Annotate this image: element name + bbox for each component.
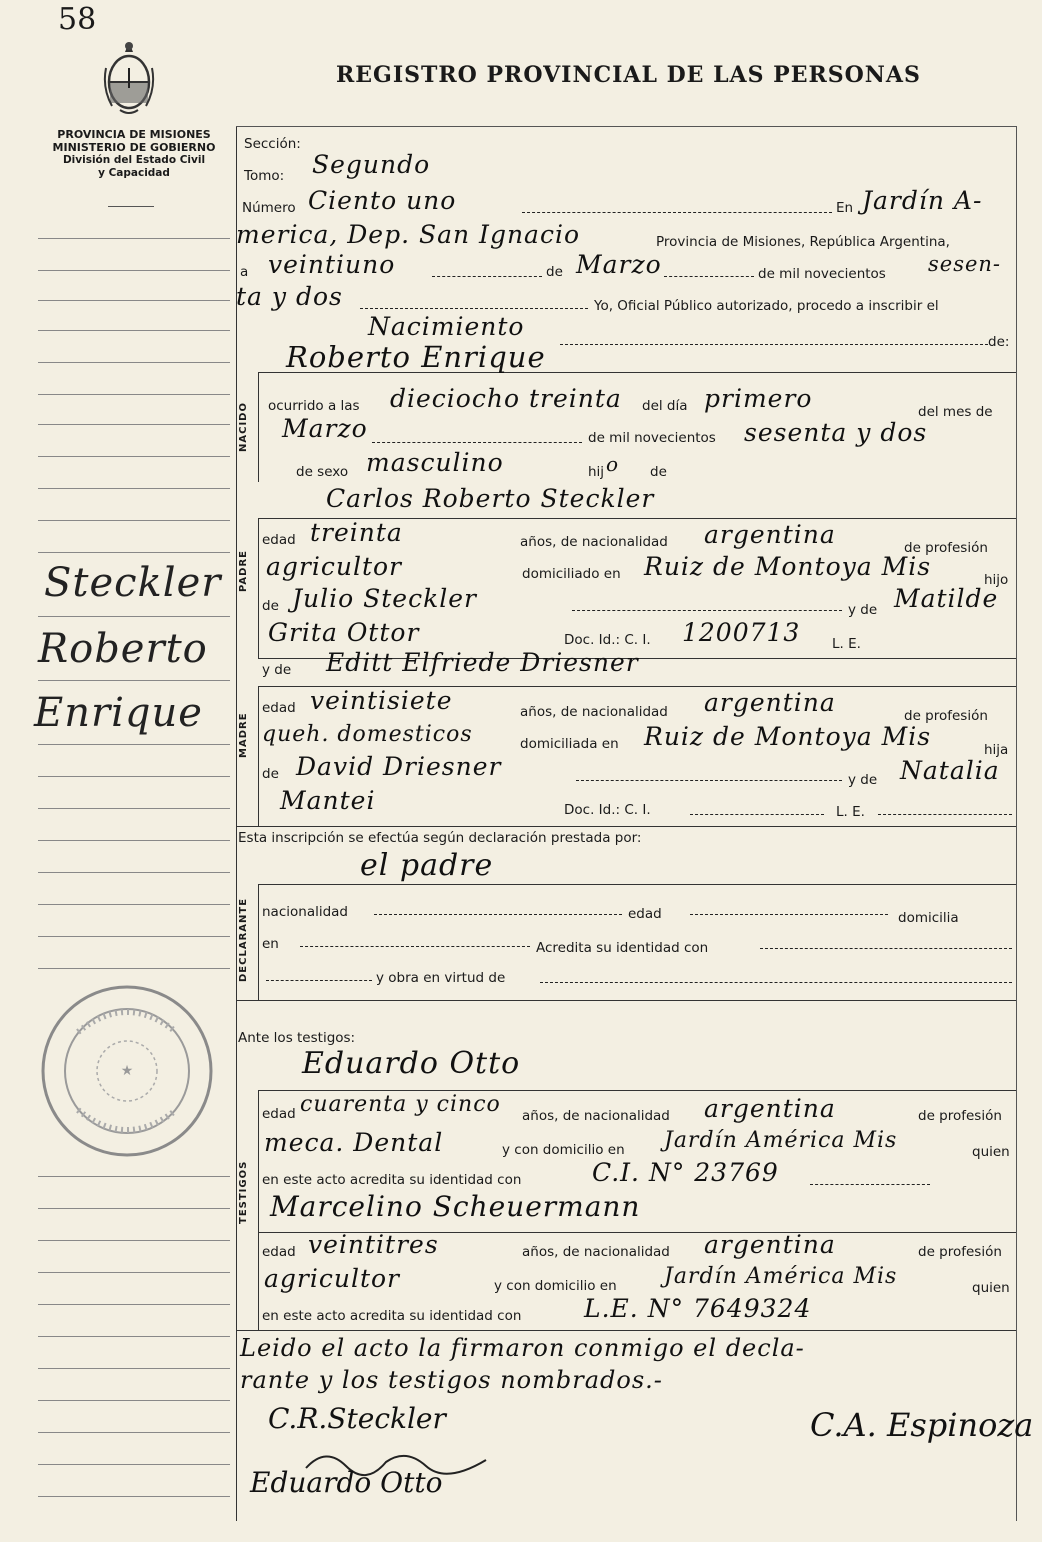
t1-dom-value: Jardín América Mis [664,1128,898,1153]
t2-nac-value: argentina [704,1230,836,1259]
testigos-label: Ante los testigos: [238,1030,356,1046]
page-number: 58 [58,2,97,37]
padre-nombre-value: Carlos Roberto Steckler [326,484,655,513]
section-bar [258,1090,259,1330]
mes-value: Marzo [576,250,662,279]
abuela-materna-cont: Mantei [280,786,376,815]
t1-prof-label: de profesión [918,1108,1002,1124]
madre-edad-value: veintisiete [310,686,453,715]
t2-id-value: L.E. N° 7649324 [584,1294,812,1323]
hij-suffix: o [606,452,620,476]
de-label-2: de [650,464,667,480]
issuing-agency [34,128,234,180]
padre-doc-label: Doc. Id.: C. I. [564,632,651,648]
declarante-domicilia-label: domicilia [898,910,959,926]
signature-testigo: Eduardo Otto [250,1466,443,1499]
padre-ci-value: 1200713 [682,618,801,647]
section-nacido-label: NACIDO [238,402,249,452]
madre-nac-value: argentina [704,688,836,717]
y-de-madre-label: y de [262,662,292,678]
hijo-label: hijo [984,572,1009,588]
fill-line [690,814,824,815]
testigo2-nombre-value: Marcelino Scheuermann [270,1190,641,1223]
fill-line [572,610,842,611]
lugar-value: Jardín A- [862,186,983,215]
madre-nac-label: años, de nacionalidad [520,704,668,720]
oficial-label: Yo, Oficial Público autorizado, procedo a inscribir el [594,298,939,314]
padre-prof-label: de profesión [904,540,988,556]
t1-edad-value: cuarenta y cinco [300,1092,501,1117]
cierre-line-1: Leido el acto la firmaron conmigo el decla- [240,1334,805,1362]
svg-text:★: ★ [120,1063,134,1079]
section-declarante-label: DECLARANTE [238,897,249,982]
abuela-paterna-cont: Grita Ottor [268,618,420,647]
fill-line [664,276,754,277]
fill-line [560,344,988,345]
madre-le-label: L. E. [836,804,865,820]
t1-dom-label: y con domicilio en [502,1142,625,1158]
margin-first-name: Roberto [38,626,208,672]
dia-value: veintiuno [268,250,396,279]
padre-edad-value: treinta [310,518,403,547]
padre-prof-value: agricultor [266,552,403,581]
fill-line [690,914,888,915]
madre-doc-label: Doc. Id.: C. I. [564,802,651,818]
anio-value-cont: ta y dos [236,282,343,311]
fill-line [360,308,588,309]
madre-prof-label: de profesión [904,708,988,724]
t2-dom-label: y con domicilio en [494,1278,617,1294]
madre-dom-value: Ruiz de Montoya Mis [644,722,932,751]
abuelo-paterno-value: Julio Steckler [292,584,477,613]
fill-line [576,780,842,781]
t2-nac-label: años, de nacionalidad [522,1244,670,1260]
de-label-3: de [262,598,279,614]
de-mil-nov-label: de mil novecientos [588,430,716,446]
t1-prof-value: meca. Dental [264,1128,444,1157]
division-name-cont: y Capacidad [98,167,170,179]
acredita-label: Acredita su identidad con [536,940,709,956]
margin-middle-name: Enrique [34,690,203,736]
de-mil-label: de mil novecientos [758,266,886,282]
t1-nac-label: años, de nacionalidad [522,1108,670,1124]
section-testigos-label: TESTIGOS [238,1160,249,1224]
sexo-value: masculino [366,448,504,477]
t1-id-value: C.I. N° 23769 [592,1158,779,1187]
del-dia-label: del día [642,398,688,414]
madre-dom-label: domiciliada en [520,736,619,752]
section-bar [258,518,259,658]
de-colon-label: de: [988,334,1010,350]
t1-edad-label: edad [262,1106,296,1122]
padre-edad-label: edad [262,532,296,548]
section-divider [236,1330,1016,1331]
en-label: En [836,200,854,216]
t1-acredita-label: en este acto acredita su identidad con [262,1172,522,1188]
ministry-name: MINISTERIO DE GOBIERNO [52,141,216,154]
fill-line [432,276,542,277]
main-border-right [1016,126,1017,1521]
madre-nombre-value: Editt Elfriede Driesner [326,648,639,677]
t2-dom-value: Jardín América Mis [664,1264,898,1289]
y-obra-label: y obra en virtud de [376,970,506,986]
division-name: División del Estado Civil [62,154,206,166]
a-label: a [240,264,249,280]
declarante-nac-label: nacionalidad [262,904,349,920]
dia-nac-value: primero [704,384,813,413]
fill-line [372,442,582,443]
ocurrido-label: ocurrido a las [268,398,360,414]
province-name: PROVINCIA DE MISIONES [57,128,211,141]
testigo1-nombre-value: Eduardo Otto [302,1046,521,1081]
hija-label: hija [984,742,1009,758]
argentine-coat-of-arms-icon [100,38,158,116]
main-border-left [236,126,237,1521]
t1-nac-value: argentina [704,1094,836,1123]
sexo-label: de sexo [296,464,349,480]
t2-edad-label: edad [262,1244,296,1260]
padre-dom-value: Ruiz de Montoya Mis [644,552,932,581]
section-divider [236,826,1016,827]
padre-nac-value: argentina [704,520,836,549]
acto-value: Nacimiento [368,312,525,341]
t1-quien-label: quien [972,1144,1010,1160]
section-divider [236,1000,1016,1001]
section-bar [258,686,259,826]
t2-edad-value: veintitres [308,1230,439,1259]
fill-line [810,1184,930,1185]
margin-surname: Steckler [44,560,222,606]
official-seal-stamp [38,982,216,1160]
signature-declarante: C.R.Steckler [268,1402,446,1435]
seccion-label: Sección: [244,136,301,152]
inscripcion-label: Esta inscripción se efectúa según declaración prestada por: [238,830,642,846]
section-padre-label: PADRE [238,550,249,592]
hij-label: hij [588,464,605,480]
declarante-value: el padre [360,848,494,883]
main-border-top [236,126,1016,127]
abuela-paterna-value: Matilde [894,584,999,613]
tomo-value: Segundo [312,150,431,179]
tomo-label: Tomo: [244,168,285,184]
t2-quien-label: quien [972,1280,1010,1296]
provincia-label: Provincia de Misiones, República Argentina, [656,234,950,250]
y-de-label: y de [848,602,878,618]
de-label-4: de [262,766,279,782]
t2-acredita-label: en este acto acredita su identidad con [262,1308,522,1324]
hora-value: dieciocho treinta [390,384,622,413]
cierre-line-2: rante y los testigos nombrados.- [240,1366,663,1394]
signature-oficial: C.A. Espinoza [810,1406,1034,1444]
t2-prof-label: de profesión [918,1244,1002,1260]
del-mes-label: del mes de [918,404,993,420]
abuelo-materno-value: David Driesner [296,752,502,781]
numero-label: Número [242,200,296,216]
de-label: de [546,264,563,280]
anio-nac-value: sesenta y dos [744,418,928,447]
t2-prof-value: agricultor [264,1264,401,1293]
section-madre-label: MADRE [238,712,249,758]
anio-value: sesen- [928,252,1002,276]
fill-line [266,980,372,981]
padre-le-label: L. E. [832,636,861,652]
declarante-edad-label: edad [628,906,662,922]
agency-divider [108,206,154,207]
section-bar [258,372,259,482]
section-bar [258,884,259,1000]
fill-line [540,982,1012,983]
section-divider [258,1090,1016,1091]
lugar-value-cont: merica, Dep. San Ignacio [236,220,580,249]
madre-edad-label: edad [262,700,296,716]
mes-nac-value: Marzo [282,414,368,443]
abuela-materna-value: Natalia [900,756,1000,785]
fill-line [522,212,832,213]
madre-prof-value: queh. domesticos [262,722,473,747]
fill-line [878,814,1012,815]
y-de-label-2: y de [848,772,878,788]
fill-line [760,948,1012,949]
padre-dom-label: domiciliado en [522,566,621,582]
document-title: REGISTRO PROVINCIAL DE LAS PERSONAS [336,62,921,88]
fill-line [374,914,622,915]
nombre-value: Roberto Enrique [286,340,546,374]
section-divider [258,884,1016,885]
declarante-en-label: en [262,936,279,952]
padre-nac-label: años, de nacionalidad [520,534,668,550]
numero-value: Ciento uno [308,186,457,215]
fill-line [300,946,530,947]
